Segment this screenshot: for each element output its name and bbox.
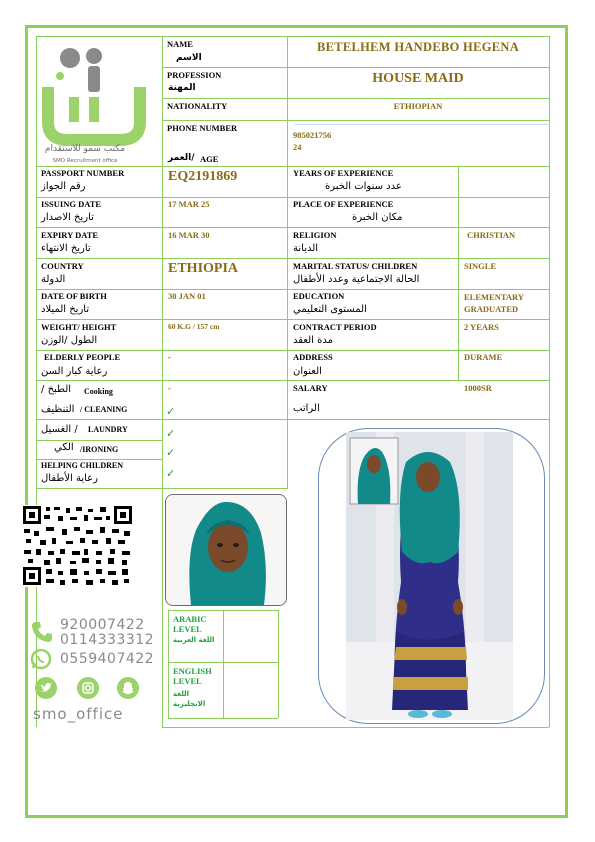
arabic-level-label-ar: اللغة العربية [173,636,215,644]
weight-height-label: WEIGHT/ HEIGHT [41,322,117,332]
social-handle: smo_office [33,705,124,723]
salary-label: SALARY [293,383,328,393]
name-label-ar: الاسم [176,53,202,63]
age-label-ar: العمر/ [168,153,195,163]
whatsapp-icon [30,648,52,670]
name-label: NAME [167,39,193,49]
portrait-photo [165,494,287,606]
age-value: 24 [293,142,302,152]
ironing-check-icon: ✓ [166,447,176,459]
country-label-ar: الدولة [41,274,66,285]
issuing-value: 17 MAR 25 [168,199,210,209]
phone-icon [30,620,54,644]
country-value: ETHIOPIA [168,261,239,276]
expiry-value: 16 MAR 30 [168,230,210,240]
education-value: ELEMENTARY GRADUATED [464,292,524,314]
phone-underline [295,124,550,125]
laundry-label-ar: الغسيل / [41,424,78,435]
phone-value: 985021756 [293,130,332,140]
cleaning-label-ar: التنظيف [41,404,75,415]
salary-value: 1000SR [464,383,492,393]
religion-label-ar: الديانة [293,243,319,254]
marital-value: SINGLE [464,261,497,271]
dob-value: 30 JAN 01 [168,291,206,301]
arabic-level-label: ARABIC LEVEL [173,614,207,634]
education-label-ar: المستوى التعليمي [293,304,367,315]
helping-label-ar: رعاية الأطفال [41,473,98,484]
education-label: EDUCATION [293,291,345,301]
snapchat-icon [117,677,139,699]
profession-label: PROFESSION [167,70,222,80]
salary-label-ar: الراتب [293,403,320,414]
full-body-photo [346,432,513,720]
twitter-icon [35,677,57,699]
experience-years-label-ar: عدد سنوات الخبرة [325,181,402,192]
phone-number-2: 0114333312 [60,632,155,648]
profession-label-ar: المهنة [168,83,196,93]
issuing-label-ar: تاريخ الاصدار [41,212,94,223]
qr-code [22,505,133,587]
contract-value: 2 YEARS [464,322,499,332]
english-level-label-ar: اللغة الانجليزية [173,690,206,708]
country-label: COUNTRY [41,261,84,271]
address-label: ADDRESS [293,352,333,362]
religion-value: CHRISTIAN [467,230,516,240]
religion-label: RELIGION [293,230,337,240]
laundry-check-icon: ✓ [166,428,176,440]
passport-label-ar: رقم الجواز [41,181,86,192]
nationality-label: NATIONALITY [167,101,228,111]
nationality-value: ETHIOPIAN [393,101,443,111]
expiry-label-ar: تاريخ الانتهاء [41,243,91,254]
weight-height-label-ar: الطول /الوزن [41,335,98,346]
phone-number-1: 920007422 [60,617,145,633]
cooking-value: - [168,383,171,393]
smo-logo-icon [40,42,160,152]
elderly-label-ar: رعاية كبار السن [41,366,108,377]
passport-value: EQ2191869 [168,169,238,184]
address-value: DURAME [464,352,503,362]
age-label: AGE [200,154,219,164]
experience-years-label: YEARS OF EXPERIENCE [293,168,394,178]
english-level-label: ENGLISH LEVEL [173,666,212,686]
experience-place-label: PLACE OF EXPERIENCE [293,199,394,209]
laundry-label: LAUNDRY [88,425,128,434]
cooking-label: Cooking [84,387,113,396]
cooking-label-ar: / الطبخ [41,384,72,395]
expiry-label: EXPIRY DATE [41,230,99,240]
helping-label: HELPING CHILDREN [41,461,124,470]
contract-label-ar: مدة العقد [293,335,333,346]
instagram-icon [77,677,99,699]
phone-label: PHONE NUMBER [167,123,238,133]
cleaning-check-icon: ✓ [166,406,176,418]
dob-label: DATE OF BIRTH [41,291,107,301]
weight-height-value: 60 K.G / 157 cm [168,322,220,331]
issuing-label: ISSUING DATE [41,199,102,209]
logo [40,42,160,172]
elderly-value: - [168,352,171,362]
elderly-label: ELDERLY PEOPLE [44,352,121,362]
marital-label-ar: الحالة الاجتماعية وعدد الأطفال [293,274,420,285]
name-value: BETELHEM HANDEBO HEGENA [316,40,520,54]
profession-value: HOUSE MAID [372,71,464,86]
ironing-label-ar: الكي [54,442,74,453]
logo-brand-ar: مكتب سمو للاستقدام [44,144,126,154]
helping-check-icon: ✓ [166,468,176,480]
whatsapp-number: 0559407422 [60,651,155,667]
address-label-ar: العنوان [293,366,322,377]
contract-label: CONTRACT PERIOD [293,322,377,332]
passport-label: PASSPORT NUMBER [41,168,125,178]
experience-place-label-ar: مكان الخبرة [352,212,403,223]
ironing-label: /IRONING [80,445,119,454]
logo-brand-en: SMO Recruitment office [52,158,118,164]
marital-label: MARITAL STATUS/ CHILDREN [293,261,418,271]
dob-label-ar: تاريخ الميلاد [41,304,90,315]
cleaning-label: / CLEANING [80,405,128,414]
